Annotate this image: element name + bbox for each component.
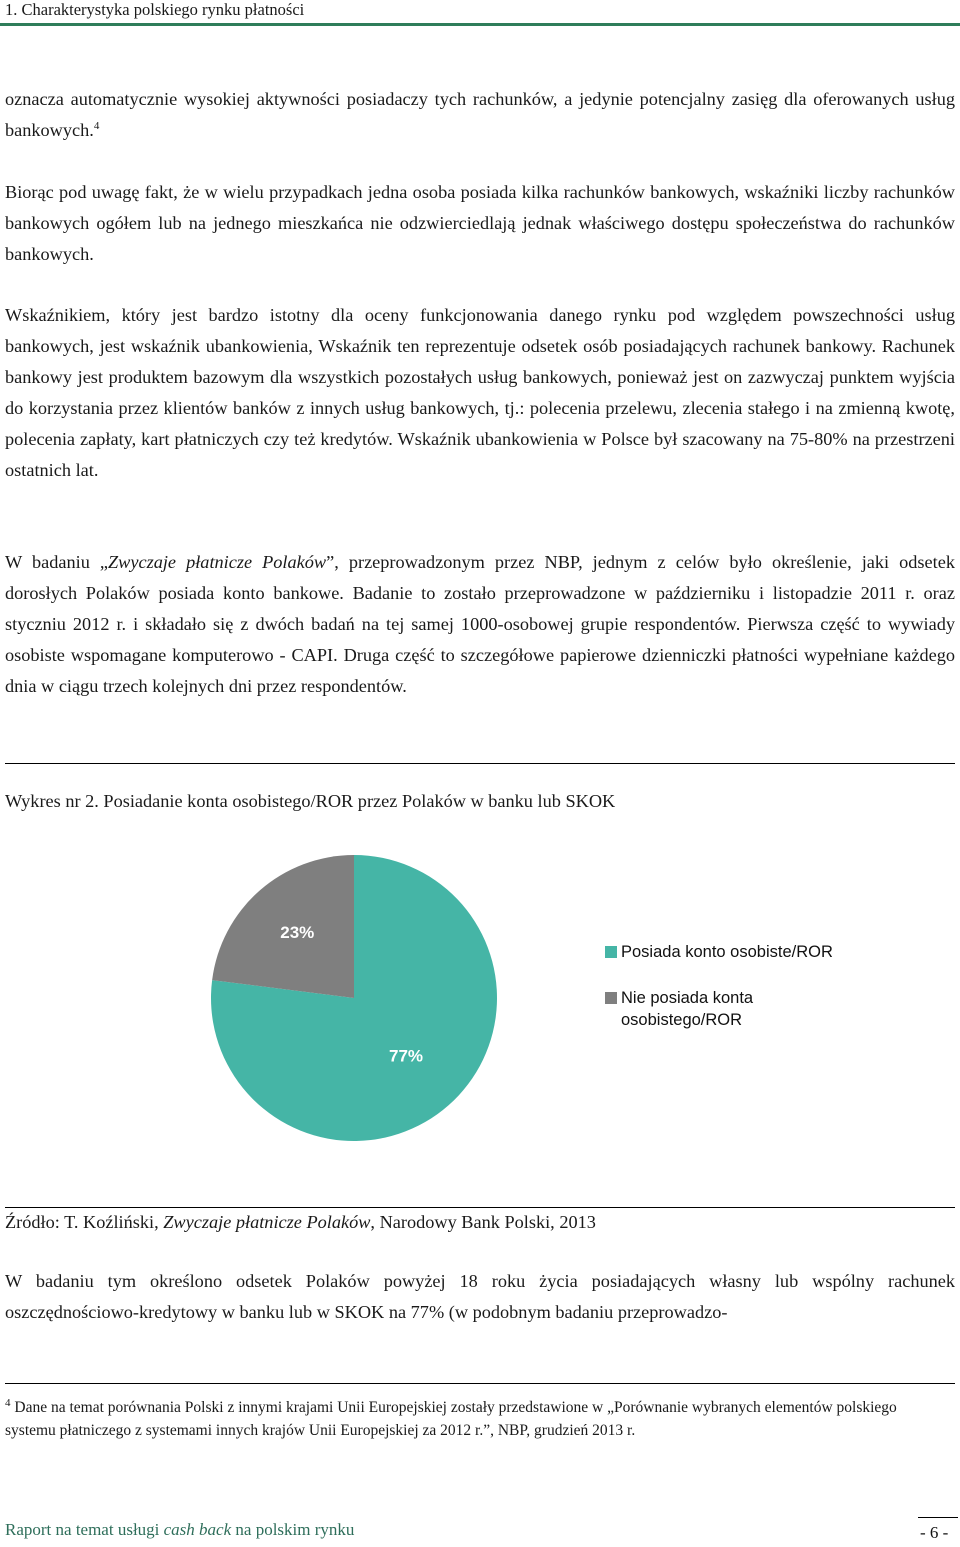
paragraph-4-rest: ”, przeprowadzonym przez NBP, jednym z celów było określenie, jaki odsetek dorosłych Polaków posiada konto bankowe. Badanie to zostało przeprowadzone w październiku i listopadzie 2011 r. oraz styczniu 2012 r. i składało się z dwóch badań na tej samej 1000-osobowej grupie respondentów. Pierwsza część to wywiady osobiste wspomagane komputerowo - CAPI. Druga część to szczegółowe papierowe dzienniczki płatności wypełniane każdego dnia w ciągu trzech kolejnych dni przez respondentów. bbox=[5, 552, 955, 696]
footer-title-italic: cash back bbox=[163, 1520, 232, 1539]
paragraph-4-start: W badaniu „ bbox=[5, 552, 108, 572]
pie-chart-svg bbox=[200, 845, 900, 1155]
paragraph-2 bbox=[5, 177, 955, 270]
footnote bbox=[5, 1396, 950, 1442]
paragraph-1-text: oznacza automatycznie wysokiej aktywności posiadaczy tych rachunków, a jedynie potencjalny zasięg dla oferowanych usług bankowych. bbox=[5, 89, 955, 140]
footnote-rule bbox=[5, 1383, 955, 1384]
legend-label-2: Nie posiada konta bbox=[621, 989, 754, 1007]
source-suffix: , Narodowy Bank Polski, 2013 bbox=[370, 1212, 596, 1232]
footer-report-title bbox=[5, 1518, 354, 1542]
footnote-ref[interactable]: 4 bbox=[93, 119, 100, 132]
paragraph-3-text: Wskaźnikiem, który jest bardzo istotny dla oceny funkcjonowania danego rynku pod względem powszechności usług bankowych, jest wskaźnik ubankowienia, Wskaźnik ten reprezentuje odsetek osób posiadających rachunek bankowy. Rachunek bankowy jest produktem bazowym dla wszystkich pozostałych usług bankowych, ponieważ jest on zazwyczaj punktem wyjścia do korzystania przez klientów banków z innych usług bankowych, tj.: polecenia przelewu, zlecenia stałego i na zmienną kwotę, polecenia zapłaty, kart płatniczych czy też kredytów. Wskaźnik ubankowienia w Polsce był szacowany na 75-80% na przestrzeni ostatnich lat. bbox=[5, 305, 955, 480]
survey-title: Zwyczaje płatnicze Polaków bbox=[108, 552, 327, 572]
pie-chart bbox=[200, 845, 900, 1155]
legend-swatch-1 bbox=[605, 946, 617, 958]
source-prefix: Źródło: T. Koźliński, bbox=[5, 1212, 164, 1232]
footer-rule bbox=[918, 1517, 958, 1518]
paragraph-5 bbox=[5, 1266, 955, 1328]
figure-source bbox=[5, 1210, 596, 1234]
legend-label-1: Posiada konto osobiste/ROR bbox=[621, 943, 833, 961]
paragraph-3 bbox=[5, 300, 955, 486]
legend-swatch-2 bbox=[605, 992, 617, 1004]
footnote-number: 4 bbox=[5, 1396, 11, 1409]
paragraph-4 bbox=[5, 547, 955, 702]
pie-label-1: 77% bbox=[388, 1046, 424, 1066]
legend-label-2: osobistego/ROR bbox=[621, 1011, 743, 1029]
paragraph-1 bbox=[5, 84, 955, 146]
footnote-text: Dane na temat porównania Polski z innymi krajami Unii Europejskiej zostały przedstawione w „Porównanie wybranych elementów polskiego systemu płatniczego z systemami innych krajów Unii Europejskiej za 2012 r.”, NBP, grudzień 2013 r. bbox=[5, 1399, 897, 1439]
figure-caption: Wykres nr 2. Posiadanie konta osobistego/ROR przez Polaków w banku lub SKOK bbox=[5, 791, 616, 811]
paragraph-5-text: W badaniu tym określono odsetek Polaków powyżej 18 roku życia posiadających własny lub wspólny rachunek oszczędnościowo-kredytowy w banku lub w SKOK na 77% (w podobnym badaniu przeprowadzo- bbox=[5, 1271, 955, 1322]
running-header bbox=[0, 0, 960, 24]
header-rule bbox=[0, 23, 960, 26]
paragraph-2-text: Biorąc pod uwagę fakt, że w wielu przypadkach jedna osoba posiada kilka rachunków bankowych, wskaźniki liczby rachunków bankowych ogółem lub na jednego mieszkańca nie odzwierciedlają jednak właściwego dostępu społeczeństwa do rachunków bankowych. bbox=[5, 182, 955, 264]
footer-title-a: Raport na temat usługi bbox=[5, 1520, 164, 1539]
pie-label-2: 23% bbox=[280, 923, 315, 943]
footer-title-b: na polskim rynku bbox=[231, 1520, 355, 1539]
figure-bottom-rule bbox=[5, 1207, 955, 1208]
page-number: - 6 - bbox=[920, 1523, 949, 1542]
figure-top-rule bbox=[5, 763, 955, 764]
header-title: 1. Charakterystyka polskiego rynku płatności bbox=[5, 0, 305, 19]
source-title: Zwyczaje płatnicze Polaków bbox=[163, 1212, 371, 1232]
